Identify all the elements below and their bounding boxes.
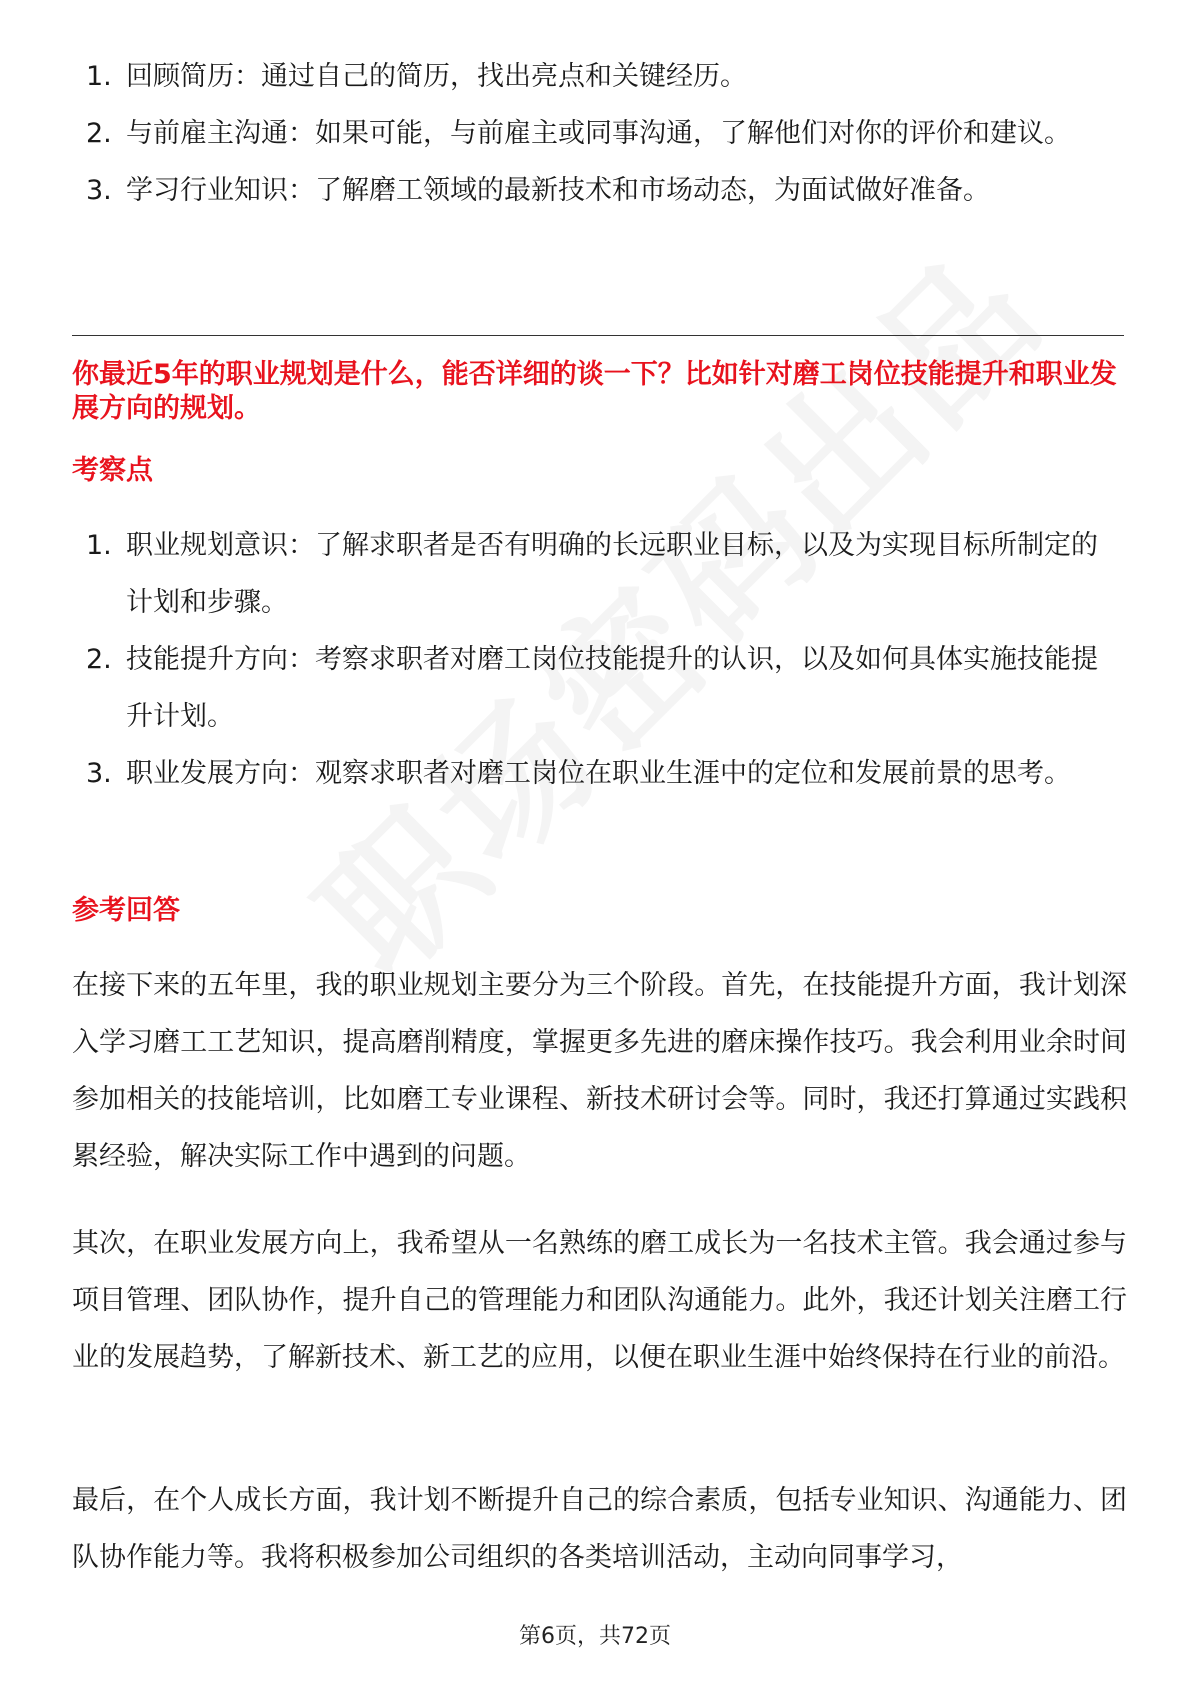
list-item [72,105,1112,162]
list-text: 学习行业知识：了解磨工领域的最新技术和市场动态，为面试做好准备。 [126,175,990,206]
section-divider [72,335,1124,336]
page-number: 第6页，共72页 [519,1624,671,1649]
list-text: 职业规划意识：了解求职者是否有明确的长远职业目标，以及为实现目标所制定的计划和步骤。 [126,530,1098,618]
answer-heading: 参考回答 [72,895,180,926]
answer-paragraph: 最后，在个人成长方面，我计划不断提升自己的综合素质，包括专业知识、沟通能力、团队协作能力等。我将积极参加公司组织的各类培训活动，主动向同事学习， [72,1485,1127,1573]
intro-list [72,48,1112,219]
list-text: 与前雇主沟通：如果可能，与前雇主或同事沟通，了解他们对你的评价和建议。 [126,118,1071,149]
list-text: 职业发展方向：观察求职者对磨工岗位在职业生涯中的定位和发展前景的思考。 [126,758,1071,789]
list-item [72,517,1112,631]
question-title: 你最近5年的职业规划是什么，能否详细的谈一下？比如针对磨工岗位技能提升和职业发展方向的规划。 [72,359,1117,424]
list-item [72,631,1112,745]
list-number: 2. [86,118,112,149]
list-text: 技能提升方向：考察求职者对磨工岗位技能提升的认识，以及如何具体实施技能提升计划。 [126,644,1098,732]
list-item [72,162,1112,219]
list-text: 回顾简历：通过自己的简历，找出亮点和关键经历。 [126,61,747,92]
answer-paragraph: 其次，在职业发展方向上，我希望从一名熟练的磨工成长为一名技术主管。我会通过参与项目管理、团队协作，提升自己的管理能力和团队沟通能力。此外，我还计划关注磨工行业的发展趋势，了解新技术、新工艺的应用，以便在职业生涯中始终保持在行业的前沿。 [72,1228,1127,1373]
answer-paragraph: 在接下来的五年里，我的职业规划主要分为三个阶段。首先，在技能提升方面，我计划深入学习磨工工艺知识，提高磨削精度，掌握更多先进的磨床操作技巧。我会利用业余时间参加相关的技能培训，比如磨工专业课程、新技术研讨会等。同时，我还打算通过实践积累经验，解决实际工作中遇到的问题。 [72,970,1127,1172]
focus-heading: 考察点 [72,455,153,486]
list-item [72,745,1112,802]
list-number: 1. [86,530,112,561]
list-item [72,48,1112,105]
focus-list [72,517,1112,802]
list-number: 2. [86,644,112,675]
list-number: 3. [86,175,112,206]
list-number: 3. [86,758,112,789]
list-number: 1. [86,61,112,92]
